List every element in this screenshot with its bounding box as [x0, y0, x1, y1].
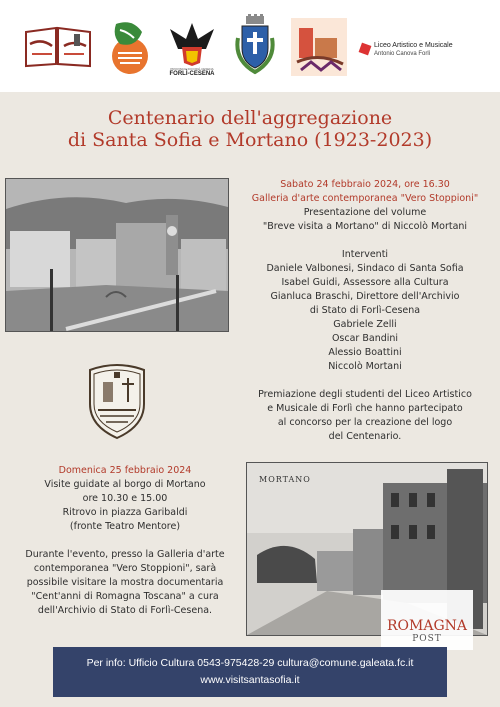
event2-line-4: (fronte Teatro Mentore)	[69, 521, 181, 532]
santa-sofia-historic-photo	[5, 178, 229, 332]
leaf-circle-logo	[106, 18, 154, 76]
watermark-line-2: POST	[412, 634, 442, 644]
speaker-6: Alessio Boattini	[328, 347, 402, 358]
event1-block	[234, 178, 496, 444]
eagle-crest-logo	[164, 14, 220, 82]
speaker-4: Gabriele Zelli	[333, 319, 397, 330]
school-name-line1: Liceo Artistico e Musicale	[374, 41, 453, 49]
school-logo	[360, 36, 490, 62]
school-icon	[359, 43, 372, 56]
event1-date: Sabato 24 febbraio 2024, ore 16.30	[280, 179, 450, 190]
page-title	[0, 107, 500, 151]
event2-date: Domenica 25 febbraio 2024	[58, 465, 192, 476]
centenary-emblem-logo	[84, 360, 150, 440]
school-name-line2: Antonio Canova Forlì	[374, 50, 431, 57]
logo-bar	[0, 0, 500, 92]
event1-venue: Galleria d'arte contemporanea "Vero Stoppioni"	[251, 193, 479, 204]
book-logo	[22, 24, 94, 70]
coat-of-arms-logo	[232, 14, 278, 78]
footer-info-box	[53, 647, 447, 697]
speaker-3b: di Stato di Forlì-Cesena	[309, 305, 421, 316]
footer-website-link[interactable]: www.visitsantasofia.it	[200, 674, 300, 686]
speakers-heading: Interventi	[341, 249, 389, 260]
exhibit-line-3: possibile visitare la mostra documentaria	[26, 577, 224, 588]
event1-line2: "Breve visita a Mortano" di Niccolò Mortani	[262, 221, 468, 232]
crest-subtitle: PROVINCIA DI FORLÌ-CESENA	[170, 66, 214, 71]
exhibit-line-1: Durante l'evento, presso la Galleria d'arte	[25, 549, 225, 560]
exhibit-line-5: dell'Archivio di Stato di Forlì-Cesena.	[37, 605, 213, 616]
watermark-line-1: ROMAGNA	[386, 618, 467, 634]
speaker-2: Isabel Guidi, Assessore alla Cultura	[281, 277, 449, 288]
event1-line1: Presentazione del volume	[303, 207, 427, 218]
event2-line-3: Ritrovo in piazza Garibaldi	[62, 507, 188, 518]
event2-line-1: Visite guidate al borgo di Mortano	[44, 479, 206, 490]
footer-contact[interactable]: Per info: Ufficio Cultura 0543-975428-29 cultura@comune.galeata.fc.it	[86, 657, 414, 669]
award-line-3: al concorso per la creazione del logo	[277, 417, 453, 428]
mortano-photo-caption: MORTANO	[259, 475, 311, 484]
exhibit-line-4: "Cent'anni di Romagna Toscana" a cura	[31, 591, 219, 602]
crest-name: FORLÌ-CESENA	[169, 70, 215, 77]
title-line-1: Centenario dell'aggregazione	[107, 107, 393, 129]
exhibit-line-2: contemporanea "Vero Stoppioni", sarà	[33, 563, 217, 574]
award-line-4: del Centenario.	[328, 431, 402, 442]
title-line-2: di Santa Sofia e Mortano (1923-2023)	[67, 129, 433, 151]
speaker-3: Gianluca Braschi, Direttore dell'Archivio	[270, 291, 460, 302]
speaker-1: Daniele Valbonesi, Sindaco di Santa Sofia	[266, 263, 464, 274]
event2-line-2: ore 10.30 e 15.00	[82, 493, 168, 504]
award-line-1: Premiazione degli studenti del Liceo Artistico	[258, 389, 472, 400]
speaker-5: Oscar Bandini	[331, 333, 399, 344]
romagna-post-watermark	[381, 590, 473, 650]
award-line-2: e Musicale di Forlì che hanno partecipato	[267, 403, 463, 414]
event2-block	[10, 464, 240, 618]
town-sketch-logo	[291, 18, 347, 76]
speaker-7: Niccolò Mortani	[328, 361, 402, 372]
